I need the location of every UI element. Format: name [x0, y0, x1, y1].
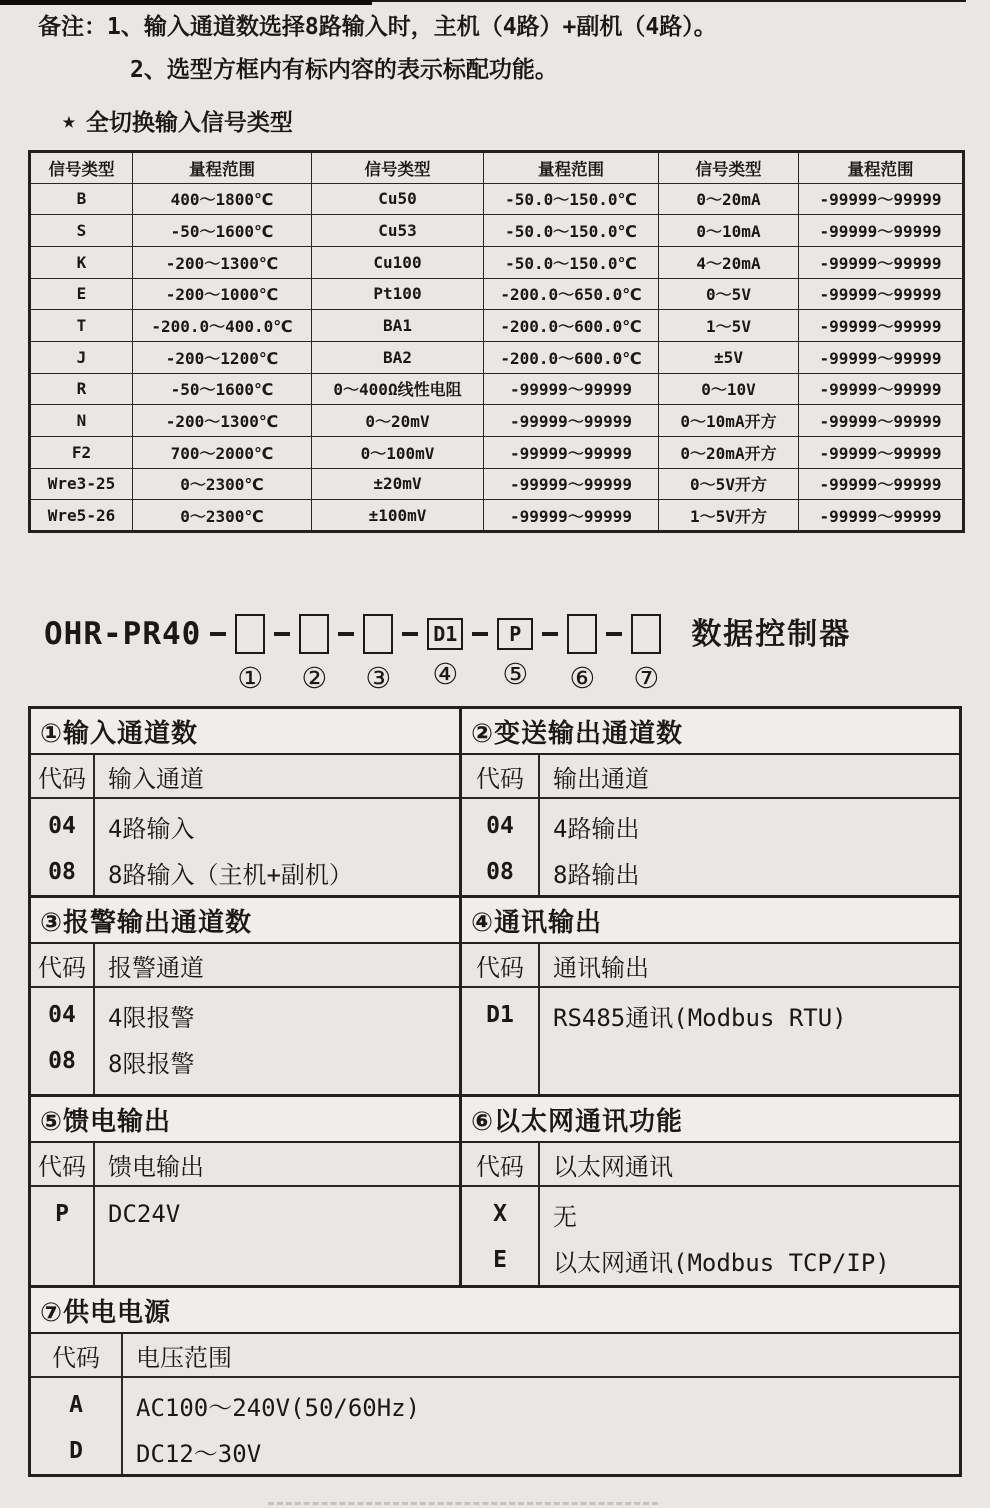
code-column — [31, 988, 95, 1094]
dash-separator — [209, 612, 227, 656]
signal-cell: -99999～99999 — [484, 373, 659, 405]
signal-table-header-cell: 量程范围 — [484, 152, 659, 184]
table-row — [30, 405, 964, 437]
section-input-channels — [31, 709, 462, 895]
section-transmit-output-channels — [462, 709, 959, 895]
section-body — [31, 988, 459, 1094]
selection-band-2 — [31, 895, 959, 1094]
page-top-rule-thick — [0, 0, 372, 5]
next-page-edge-mark — [268, 1502, 658, 1505]
signal-table-header-cell: 量程范围 — [799, 152, 964, 184]
section-power-supply — [31, 1288, 959, 1474]
section-body — [462, 1187, 959, 1285]
signal-cell: -99999～99999 — [799, 310, 964, 342]
signal-cell: 0～5V — [659, 278, 799, 310]
code-header-cell: 代码 — [31, 944, 95, 986]
code-cell: 08 — [48, 859, 76, 885]
signal-cell: -99999～99999 — [799, 373, 964, 405]
section-title: ③报警输出通道数 — [31, 898, 459, 944]
signal-cell: F2 — [30, 436, 133, 468]
signal-cell: 1～5V — [659, 310, 799, 342]
code-header-cell: 代码 — [462, 944, 540, 986]
section-title: ②变送输出通道数 — [462, 709, 959, 755]
model-box-2 — [299, 614, 329, 654]
signal-cell: S — [30, 215, 133, 247]
signal-cell: R — [30, 373, 133, 405]
table-row — [30, 183, 964, 215]
section-header-row — [31, 944, 459, 988]
signal-cell: 4～20mA — [659, 246, 799, 278]
dash-separator — [337, 612, 355, 656]
table-row — [30, 500, 964, 532]
signal-cell: 0～10V — [659, 373, 799, 405]
signal-cell: 0～20mV — [312, 405, 484, 437]
model-box-1 — [235, 614, 265, 654]
signal-cell: Wre3-25 — [30, 468, 133, 500]
signal-cell: -200～1000℃ — [133, 278, 312, 310]
signal-cell: -99999～99999 — [799, 215, 964, 247]
section-body — [462, 988, 959, 1094]
value-header-cell: 电压范围 — [136, 1343, 232, 1372]
signal-cell: -200～1300℃ — [133, 405, 312, 437]
value-cell: 8路输入（主机+副机） — [108, 860, 353, 889]
signal-cell: B — [30, 183, 133, 215]
model-suffix: 数据控制器 — [691, 617, 852, 652]
value-header-cell: 以太网通讯 — [553, 1152, 673, 1181]
signal-table-header-cell: 信号类型 — [30, 152, 133, 184]
model-code-line — [44, 612, 851, 693]
note-line-1 — [38, 12, 968, 42]
value-column — [95, 988, 459, 1094]
signal-cell: -200～1300℃ — [133, 246, 312, 278]
signal-cell: Wre5-26 — [30, 500, 133, 532]
section-title: ⑦供电电源 — [31, 1288, 959, 1334]
value-header-cell: 馈电输出 — [108, 1152, 204, 1181]
table-row — [30, 436, 964, 468]
value-cell: 8路输出 — [553, 860, 640, 889]
signal-cell: K — [30, 246, 133, 278]
circled-number-1: ① — [237, 661, 264, 695]
star-icon: ★ — [62, 107, 76, 134]
signal-cell: J — [30, 341, 133, 373]
table-row — [30, 341, 964, 373]
code-cell: X — [493, 1201, 507, 1227]
value-cell: 4限报警 — [108, 1003, 195, 1032]
signal-cell: -200.0～600.0℃ — [484, 341, 659, 373]
signal-table-header-cell: 信号类型 — [312, 152, 484, 184]
value-cell: 4路输出 — [553, 814, 640, 843]
dash-separator — [273, 612, 291, 656]
model-box-6 — [567, 614, 597, 654]
circled-number-7: ⑦ — [633, 661, 660, 695]
signal-cell: -50.0～150.0℃ — [484, 246, 659, 278]
signal-cell: -50.0～150.0℃ — [484, 215, 659, 247]
signal-cell: -99999～99999 — [799, 341, 964, 373]
signal-cell: 1～5V开方 — [659, 500, 799, 532]
value-cell: DC12～30V — [136, 1439, 262, 1468]
note-line-2 — [38, 55, 968, 85]
code-header-cell: 代码 — [462, 1143, 540, 1185]
table-row — [30, 215, 964, 247]
value-column — [540, 1187, 959, 1285]
signal-table-header-cell: 信号类型 — [659, 152, 799, 184]
signal-cell: BA2 — [312, 341, 484, 373]
signal-cell: -200.0～400.0℃ — [133, 310, 312, 342]
signal-cell: 0～10mA开方 — [659, 405, 799, 437]
signal-cell: -99999～99999 — [484, 436, 659, 468]
signal-cell: 0～20mA开方 — [659, 436, 799, 468]
section-title: ⑥以太网通讯功能 — [462, 1097, 959, 1143]
code-cell: D — [69, 1438, 83, 1464]
code-cell: D1 — [486, 1002, 514, 1028]
signal-table-header-cell: 量程范围 — [133, 152, 312, 184]
table-row — [30, 468, 964, 500]
value-cell: 4路输入 — [108, 814, 195, 843]
section-feed-power-output — [31, 1097, 462, 1285]
value-cell: DC24V — [108, 1200, 181, 1228]
signal-cell: -50.0～150.0℃ — [484, 183, 659, 215]
selection-band-4 — [31, 1285, 959, 1474]
section-header-row — [462, 944, 959, 988]
signal-cell: 0～2300℃ — [133, 500, 312, 532]
signal-cell: -200.0～600.0℃ — [484, 310, 659, 342]
signal-table-header-row — [30, 152, 964, 184]
code-cell: 04 — [48, 813, 76, 839]
circled-number-5: ⑤ — [502, 657, 529, 691]
value-header-cell: 输出通道 — [553, 764, 649, 793]
signal-cell: -99999～99999 — [799, 500, 964, 532]
signal-cell: -200.0～650.0℃ — [484, 278, 659, 310]
model-box-7 — [631, 614, 661, 654]
signal-cell: -99999～99999 — [799, 436, 964, 468]
value-column — [540, 988, 959, 1094]
signal-cell: BA1 — [312, 310, 484, 342]
section-header-row — [462, 1143, 959, 1187]
signal-cell: 0～10mA — [659, 215, 799, 247]
selection-band-3 — [31, 1094, 959, 1285]
section-header-row — [31, 1143, 459, 1187]
signal-cell: ±5V — [659, 341, 799, 373]
code-column — [462, 799, 540, 895]
code-cell: E — [493, 1247, 507, 1273]
code-column — [462, 988, 540, 1094]
signal-cell: -200～1200℃ — [133, 341, 312, 373]
value-header-cell: 通讯输出 — [553, 953, 649, 982]
code-column — [462, 1187, 540, 1285]
signal-cell: 0～400Ω线性电阻 — [312, 373, 484, 405]
signal-cell: 0～2300℃ — [133, 468, 312, 500]
model-unit-6 — [567, 612, 597, 693]
signal-cell: -99999～99999 — [799, 246, 964, 278]
code-column — [31, 799, 95, 895]
value-header-cell: 报警通道 — [108, 953, 204, 982]
value-cell: AC100～240V(50/60Hz) — [136, 1393, 421, 1422]
signal-table — [28, 150, 965, 533]
value-cell: 8限报警 — [108, 1049, 195, 1078]
model-unit-4 — [427, 612, 463, 689]
table-row — [30, 373, 964, 405]
signal-cell: -99999～99999 — [799, 278, 964, 310]
section-header-row — [462, 755, 959, 799]
model-unit-3 — [363, 612, 393, 693]
table-row — [30, 246, 964, 278]
section-title: ①输入通道数 — [31, 709, 459, 755]
model-box-5: P — [497, 618, 533, 650]
signal-cell: Cu53 — [312, 215, 484, 247]
signal-cell: 700～2000℃ — [133, 436, 312, 468]
circled-number-3: ③ — [365, 661, 392, 695]
signal-cell: Pt100 — [312, 278, 484, 310]
value-header-cell: 输入通道 — [108, 764, 204, 793]
value-cell: RS485通讯(Modbus RTU) — [553, 1003, 847, 1032]
dash-separator — [605, 612, 623, 656]
model-unit-5 — [497, 612, 533, 689]
code-header-cell: 代码 — [31, 755, 95, 797]
signal-cell: ±100mV — [312, 500, 484, 532]
section-body — [31, 1378, 959, 1474]
dash-separator — [471, 612, 489, 656]
code-cell: 04 — [486, 813, 514, 839]
code-header-cell: 代码 — [31, 1143, 95, 1185]
signal-cell: 0～20mA — [659, 183, 799, 215]
value-cell: 以太网通讯(Modbus TCP/IP) — [553, 1248, 890, 1277]
signal-cell: E — [30, 278, 133, 310]
circled-number-4: ④ — [432, 657, 459, 691]
section-alarm-output-channels — [31, 898, 462, 1094]
signal-cell: T — [30, 310, 133, 342]
signal-cell: Cu50 — [312, 183, 484, 215]
code-column — [31, 1378, 123, 1474]
signal-cell: -99999～99999 — [484, 468, 659, 500]
model-unit-7 — [631, 612, 661, 693]
signal-cell: ±20mV — [312, 468, 484, 500]
signal-cell: N — [30, 405, 133, 437]
value-column — [95, 799, 459, 895]
section-header-row — [31, 755, 459, 799]
section-body — [462, 799, 959, 895]
code-cell: 08 — [486, 859, 514, 885]
signal-cell: -99999～99999 — [799, 183, 964, 215]
signal-section-title: 全切换输入信号类型 — [85, 110, 293, 136]
selection-band-1 — [31, 709, 959, 895]
section-body — [31, 1187, 459, 1285]
model-box-4: D1 — [427, 618, 463, 650]
model-unit-2 — [299, 612, 329, 693]
section-body — [31, 799, 459, 895]
signal-cell: -99999～99999 — [484, 405, 659, 437]
table-row — [30, 278, 964, 310]
note-text-1: 1、输入通道数选择8路输入时，主机（4路）+副机（4路）。 — [107, 14, 717, 40]
table-row — [30, 310, 964, 342]
signal-cell: 0～5V开方 — [659, 468, 799, 500]
section-communication-output — [462, 898, 959, 1094]
signal-cell: 400～1800℃ — [133, 183, 312, 215]
signal-cell: Cu100 — [312, 246, 484, 278]
signal-cell: -50～1600℃ — [133, 215, 312, 247]
model-unit-1 — [235, 612, 265, 693]
value-column — [95, 1187, 459, 1285]
code-header-cell: 代码 — [31, 1334, 123, 1376]
section-ethernet-communication — [462, 1097, 959, 1285]
signal-cell: -99999～99999 — [484, 500, 659, 532]
model-prefix: OHR-PR40 — [44, 616, 202, 652]
signal-cell: -50～1600℃ — [133, 373, 312, 405]
signal-section-heading — [62, 104, 293, 137]
section-header-row — [31, 1334, 959, 1378]
dash-separator — [541, 612, 559, 656]
model-box-3 — [363, 614, 393, 654]
code-header-cell: 代码 — [462, 755, 540, 797]
section-title: ⑤馈电输出 — [31, 1097, 459, 1143]
value-column — [123, 1378, 959, 1474]
code-column — [31, 1187, 95, 1285]
note-text-2: 2、选型方框内有标内容的表示标配功能。 — [130, 57, 558, 83]
signal-cell: -99999～99999 — [799, 405, 964, 437]
code-cell: P — [55, 1201, 69, 1227]
code-cell: 04 — [48, 1002, 76, 1028]
notes-label: 备注： — [38, 14, 107, 40]
selection-table — [28, 706, 962, 1477]
code-cell: 08 — [48, 1048, 76, 1074]
code-cell: A — [69, 1392, 83, 1418]
notes-block — [38, 12, 968, 85]
signal-cell: 0～100mV — [312, 436, 484, 468]
section-title: ④通讯输出 — [462, 898, 959, 944]
value-column — [540, 799, 959, 895]
circled-number-2: ② — [301, 661, 328, 695]
value-cell: 无 — [553, 1202, 577, 1231]
dash-separator — [401, 612, 419, 656]
signal-cell: -99999～99999 — [799, 468, 964, 500]
circled-number-6: ⑥ — [569, 661, 596, 695]
